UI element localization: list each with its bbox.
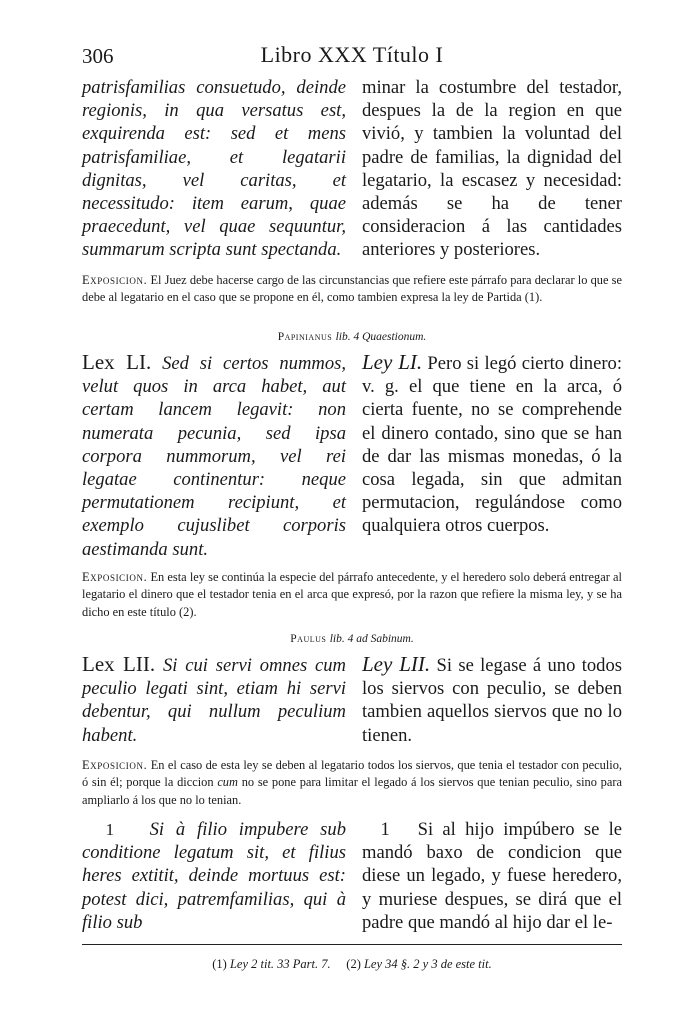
latin-text: patrisfamilias consuetudo, deinde regionis, in qua versatus est, exquirenda est: sed et mens patrisfamiliae, et legatarii dignitas, vel caritas, et necessitudo: item earum, quae praecedunt, vel quae sequuntur, summarum scripta sunt spectanda. (82, 77, 346, 261)
source-author: Papinianus (277, 331, 333, 343)
parallel-columns (82, 653, 622, 747)
paragraph-number: 1 (105, 820, 115, 839)
lex-heading: Lex LII. (82, 652, 156, 676)
latin-text: Si à filio impubere sub conditione legatum sit, et filius heres extitit, deinde mortuus est: potest dici, patremfamilias, qui à filio sub (82, 819, 346, 933)
latin-column (82, 351, 346, 561)
source-attribution (82, 633, 622, 645)
exposition (82, 569, 622, 622)
block-continuation (82, 76, 622, 307)
footnote-rule (82, 944, 622, 945)
page-number: 306 (82, 44, 114, 68)
spanish-text: Si al hijo impúbero se le mandó baxo de condicion que diese un legado, y fuese heredero, y muriese despues, se dirá que el padre que mandó al hijo dar el le- (362, 819, 623, 933)
exposition-label: Exposicion. (82, 569, 148, 584)
spanish-column (362, 351, 622, 561)
latin-column (82, 818, 346, 934)
spanish-column (362, 818, 622, 934)
spanish-text: Pero si legó cierto dinero: v. g. el que tiene en la arca, ó cierta fuente, no se comprehende el dinero contado, sino que se han de dar las mismas monedas, ó la cosa legada, sin que admitan permutacion, regulándose como qualquiera otros cuerpos. (362, 353, 622, 537)
latin-column (82, 653, 346, 747)
latin-column (82, 76, 346, 262)
paragraph-number: 1 (380, 819, 390, 840)
running-header (82, 42, 622, 72)
footnote-1-marker: (1) (212, 957, 227, 971)
exposition-text: En esta ley se continúa la especie del párrafo antecedente, y el heredero solo deberá entregar al legatario el dinero que el testador tenia en el arca que expresó, por la razon que refiere la misma ley, y se ha dicho en este título (2). (82, 569, 622, 619)
source-work: lib. 4 Quaestionum. (335, 331, 427, 343)
block-paragraph-1 (82, 818, 622, 934)
exposition-label: Exposicion. (82, 757, 148, 772)
spanish-text: minar la costumbre del testador, despues la de la region en que vivió, y tambien la voluntad del padre de familias, la dignidad del legatario, la escasez y necesidad: además se ha de tener consideracion á las cantidades anteriores y posteriores. (362, 77, 622, 261)
footnotes (82, 957, 622, 972)
block-lex-51 (82, 331, 622, 621)
latin-text: Si cui servi omnes cum peculio legati sint, etiam hi servi debentur, qui nullum peculium habent. (82, 655, 346, 746)
parallel-columns (82, 351, 622, 561)
parallel-columns (82, 76, 622, 262)
latin-text: Sed si certos nummos, velut quos in arca habet, aut certam lancem legavit: non numerata pecunia, sed ipsa corpora nummorum, vel rei legatae continentur: neque permutationem recipiunt, et exemplo cujuslibet corporis aestimanda sunt. (82, 353, 346, 560)
spanish-text: Si se legase á uno todos los siervos con peculio, se deben tambien aquellos siervos que no lo tienen. (362, 655, 622, 746)
spanish-column (362, 653, 622, 747)
exposition-text: El Juez debe hacerse cargo de las circunstancias que refiere este párrafo para declarar lo que se debe al legatario en el caso que se propone en él, como tambien expresa la ley de Partida (1). (82, 272, 622, 305)
exposition (82, 757, 622, 810)
ley-heading: Ley LI. (362, 350, 423, 374)
footnote-1-text: Ley 2 tit. 33 Part. 7. (229, 957, 331, 971)
lex-heading: Lex LI. (82, 350, 152, 374)
source-author: Paulus (290, 633, 327, 645)
exposition-text-start: En el caso de esta ley se deben al legatario todos los siervos, que tenia el testador con peculio, ó sin él; porque la diccion (82, 757, 622, 790)
source-work: lib. 4 ad Sabinum. (329, 633, 414, 645)
exposition (82, 272, 622, 307)
exposition-label: Exposicion. (82, 272, 148, 287)
source-attribution (82, 331, 622, 343)
exposition-text-end: no se pone para limitar el legado á los siervos que tenian peculio, sino para ampliarlo á los que no lo tenian. (82, 775, 622, 807)
parallel-columns (82, 818, 622, 934)
footnote-2-text: Ley 34 §. 2 y 3 de este tit. (363, 957, 492, 971)
block-lex-52 (82, 633, 622, 809)
running-title: Libro XXX Título I (260, 42, 444, 67)
ley-heading: Ley LII. (362, 652, 431, 676)
exposition-latin-word: cum (217, 775, 238, 790)
footnote-2-marker: (2) (346, 957, 361, 971)
spanish-column (362, 76, 622, 262)
